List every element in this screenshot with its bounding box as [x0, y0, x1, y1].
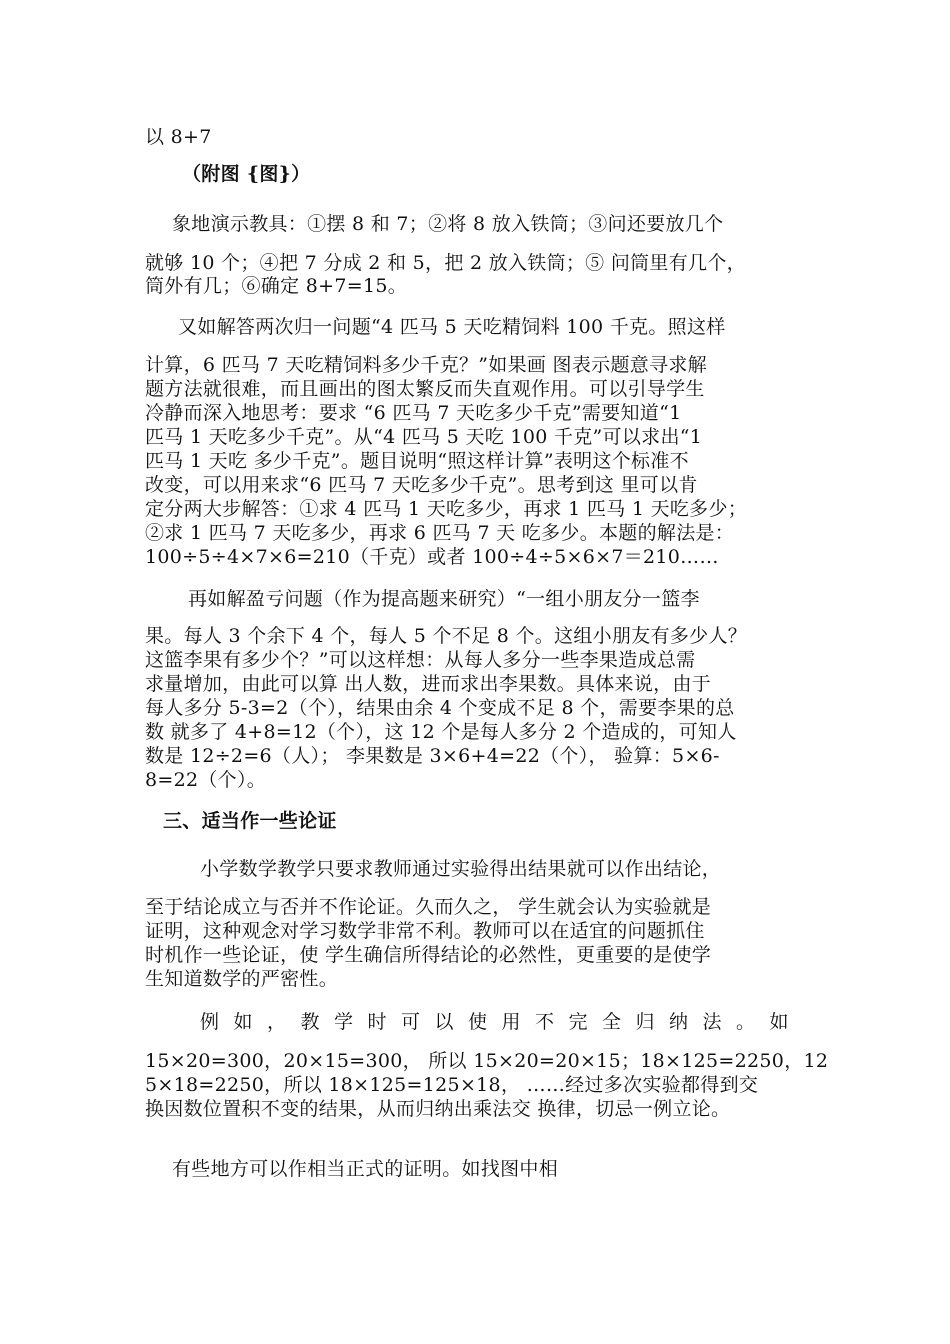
text-line: 5×18=2250，所以 18×125=125×18， ……经过多次实验都得到交: [145, 1074, 759, 1096]
text-line: 求量增加，由此可以算 出人数，进而求出李果数。具体来说，由于: [145, 673, 712, 695]
text-line: 数是 12÷2=6（人）； 李果数是 3×6+4=22（个）， 验算：5×6-: [145, 745, 720, 767]
text-line: 数 就多了 4+8=12（个），这 12 个是每人多分 2 个造成的，可知人: [145, 721, 737, 743]
text-line: 每人多分 5-3=2（个），结果由余 4 个变成不足 8 个，需要李果的总: [145, 697, 735, 719]
text-line: 生知道数学的严密性。: [145, 968, 339, 990]
text-line: 就够 10 个；④把 7 分成 2 和 5，把 2 放入铁筒；⑤ 问筒里有几个，: [145, 252, 746, 274]
text-line: 象地演示教具：①摆 8 和 7；②将 8 放入铁筒；③问还要放几个: [172, 213, 724, 235]
text-line: 时机作一些论证，使 学生确信所得结论的必然性，更重要的是使学: [145, 944, 712, 966]
section-heading: 三、适当作一些论证: [163, 810, 337, 832]
text-line: 换因数位置积不变的结果，从而归纳出乘法交 换律，切忌一例立论。: [145, 1098, 731, 1120]
text-line: 100÷5÷4×7×6=210（千克）或者 100÷4÷5×6×7＝210……: [145, 546, 719, 568]
text-line: 15×20=300，20×15=300， 所以 15×20=20×15；18×125=2250，12: [145, 1050, 829, 1072]
text-line: 匹马 1 天吃 多少千克”。题目说明“照这样计算”表明这个标准不: [145, 450, 689, 472]
text-line: 有些地方可以作相当正式的证明。如找图中相: [172, 1158, 559, 1180]
text-line: 证明，这种观念对学习数学非常不利。教师可以在适宜的问题抓住: [145, 920, 705, 942]
text-line: 以 8+7: [145, 126, 212, 148]
text-line: 改变，可以用来求“6 匹马 7 天吃多少千克”。思考到这 里可以肯: [145, 474, 698, 496]
text-line: ②求 1 匹马 7 天吃多少，再求 6 匹马 7 天 吃多少。本题的解法是：: [145, 522, 735, 544]
text-line: 8=22（个）。: [145, 769, 267, 791]
text-line: 计算，6 匹马 7 天吃精饲料多少千克？”如果画 图表示题意寻求解: [145, 354, 707, 376]
text-line: 题方法就很难，而且画出的图太繁反而失直观作用。可以引导学生: [145, 378, 705, 400]
text-line: 筒外有几；⑥确定 8+7=15。: [145, 275, 408, 297]
text-line: 再如解盈亏问题（作为提高题来研究）“一组小朋友分一篮李: [188, 588, 700, 610]
text-line: 定分两大步解答：①求 4 匹马 1 天吃多少，再求 1 匹马 1 天吃多少；: [145, 498, 748, 520]
text-line: 小学数学教学只要求教师通过实验得出结果就可以作出结论，: [200, 858, 722, 880]
figure-caption: （附图 {图}）: [182, 163, 311, 185]
text-line: 至于结论成立与否并不作论证。久而久之， 学生就会认为实验就是: [145, 896, 712, 918]
text-line: 冷静而深入地思考：要求 “6 匹马 7 天吃多少千克”需要知道“1: [145, 402, 682, 424]
text-line: 又如解答两次归一问题“4 匹马 5 天吃精饲料 100 千克。照这样: [178, 316, 726, 338]
text-line: 匹马 1 天吃多少千克”。从“4 匹马 5 天吃 100 千克”可以求出“1: [145, 426, 703, 448]
text-line: 果。每人 3 个余下 4 个，每人 5 个不足 8 个。这组小朋友有多少人？: [145, 625, 748, 647]
text-line: 例如，教学时可以使用不完全归纳法。如: [200, 1011, 804, 1033]
text-line: 这篮李果有多少个？”可以这样想：从每人多分一些李果造成总需: [145, 649, 696, 671]
